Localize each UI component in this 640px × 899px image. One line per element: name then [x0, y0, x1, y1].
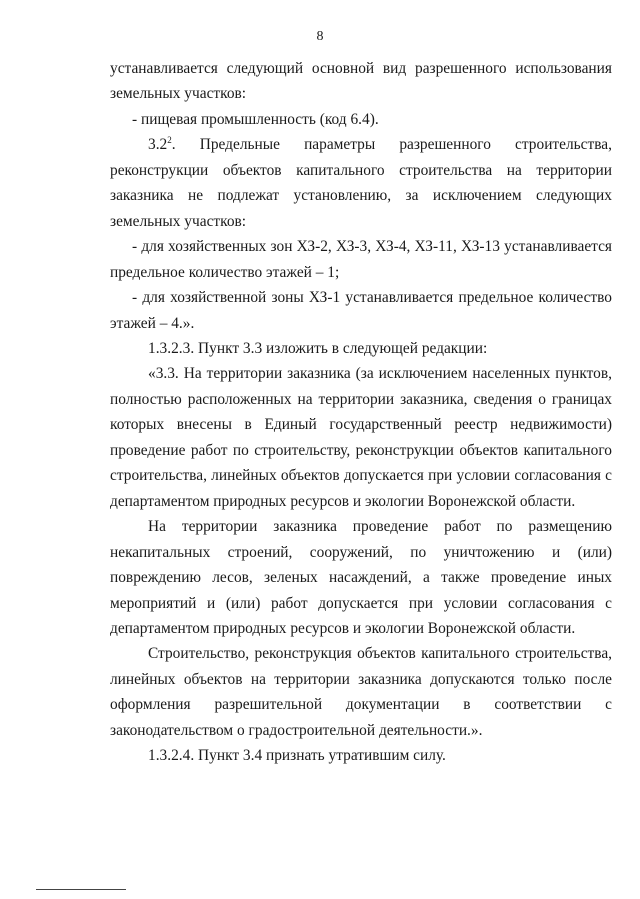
page-number: 8	[316, 29, 324, 44]
paragraph-1-3-2-3: 1.3.2.3. Пункт 3.3 изложить в следующей редакции:	[148, 339, 488, 357]
clause-superscript: 2	[167, 135, 172, 146]
paragraph-3-3: «3.3. На территории заказника (за исключением населенных пунктов, полностью расположенных на территории заказника, сведения о границах которых внесены в Единый государственный реестр недвижимости) проведение работ по строительству, реконструкции объектов капитального строительства, линейных объектов допускается при условии согласования с департаментом природных ресурсов и экологии Воронежской области.	[110, 365, 612, 510]
paragraph-1-3-2-4: 1.3.2.4. Пункт 3.4 признать утратившим силу.	[148, 747, 446, 765]
paragraph-non-capital-works: На территории заказника проведение работ по размещению некапитальных строений, сооружений, по уничтожению и (или) повреждению лесов, зеленых насаждений, а также проведение иных мероприятий и (или) работ допускается при условии согласования с департаментом природных ресурсов и экологии Воронежской области.	[110, 518, 612, 637]
list-item-food-industry: - пищевая промышленность (код 6.4).	[132, 110, 379, 128]
clause-text: . Предельные параметры разрешенного строительства, реконструкции объектов капитального строительства на территории заказника не подлежат установлению, за исключением следующих земельных участков:	[110, 136, 612, 230]
document-body	[110, 56, 612, 769]
list-item-zones-floors-1: - для хозяйственных зон ХЗ-2, ХЗ-3, ХЗ-4, ХЗ-11, ХЗ-13 устанавливается предельное количество этажей – 1;	[110, 238, 612, 281]
paragraph-3-2-2	[110, 132, 612, 234]
paragraph-permitted-use: устанавливается следующий основной вид разрешенного использования земельных участков:	[110, 60, 612, 103]
list-item-zone-floors-4: - для хозяйственной зоны ХЗ-1 устанавливается предельное количество этажей – 4.».	[110, 289, 612, 332]
clause-number: 3.2	[148, 136, 168, 154]
paragraph-construction-permits: Строительство, реконструкция объектов капитального строительства, линейных объектов на территории заказника допускаются только после оформления разрешительной документации в соответствии с законодательством о градостроительной деятельности.».	[110, 645, 612, 739]
footnote-divider	[36, 889, 126, 890]
